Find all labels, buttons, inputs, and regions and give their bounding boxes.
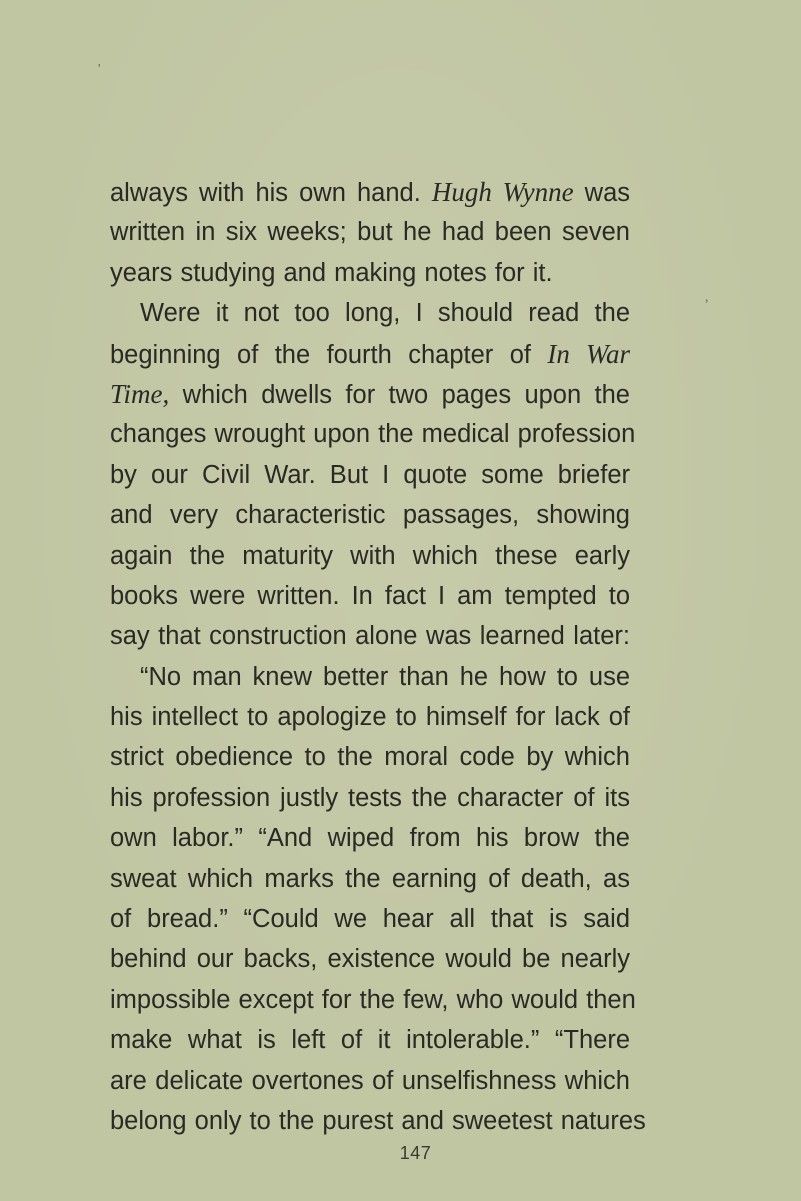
text-line [110,1101,646,1141]
text-run: Were it not too long, I should read the [140,299,630,328]
text-line [110,980,636,1020]
text-line [110,939,630,979]
text-line [110,778,630,818]
text-run: impossible except for the few, who would then [110,985,636,1014]
text-run: was [573,179,630,207]
text-line [110,212,630,252]
text-line [110,455,630,495]
paper-speck: , [705,290,709,305]
text-run: are delicate overtones of unselfishness which [110,1066,630,1095]
text-run: his profession justly tests the character of its [110,783,630,812]
text-run: say that construction alone was learned later: [110,622,630,651]
text-run: own labor.” “And wiped from his brow the [110,824,630,853]
text-run: of bread.” “Could we hear all that is said [110,905,630,934]
italic-title: In War [547,338,630,369]
text-line [110,697,630,737]
italic-title: Hugh Wynne [431,177,574,207]
text-line [110,334,630,374]
text-line [110,172,630,212]
text-run: his intellect to apologize to himself for lack of [110,703,630,732]
text-run: make what is left of it intolerable.” “There [110,1026,630,1055]
text-run: always with his own hand. [110,179,432,207]
text-line [110,818,630,858]
text-line [110,374,630,414]
text-line [110,495,630,535]
text-run: years studying and making notes for it. [110,258,553,287]
text-line [110,657,630,697]
text-run: strict obedience to the moral code by which [110,743,630,772]
text-line [110,1020,630,1060]
body-text [110,172,646,1141]
text-line [110,293,630,333]
page-number: 147 [399,1143,432,1163]
text-run: behind our backs, existence would be nearly [110,945,630,974]
text-run: sweat which marks the earning of death, as [110,864,630,893]
text-run: “No man knew better than he how to use [140,662,630,691]
text-run: books were written. In fact I am tempted to [110,581,630,610]
text-run: and very characteristic passages, showing [110,501,630,530]
text-line [110,1061,630,1101]
text-run: which dwells for two pages upon the [169,380,630,409]
text-line [110,859,630,899]
text-line [110,899,630,939]
text-line [110,536,630,576]
paper-speck: ' [98,62,101,77]
text-run: beginning of the fourth chapter of [110,340,548,369]
text-run: belong only to the purest and sweetest natures [110,1106,646,1135]
text-line [110,737,630,777]
text-run: written in six weeks; but he had been seven [110,218,630,247]
text-run: by our Civil War. But I quote some briefer [110,460,630,489]
text-line [110,576,630,616]
text-line [110,414,636,454]
text-run: again the maturity with which these early [110,541,630,570]
text-line [110,616,630,656]
text-run: changes wrought upon the medical profession [110,420,636,449]
italic-title: Time, [110,378,170,409]
text-line [110,253,630,293]
